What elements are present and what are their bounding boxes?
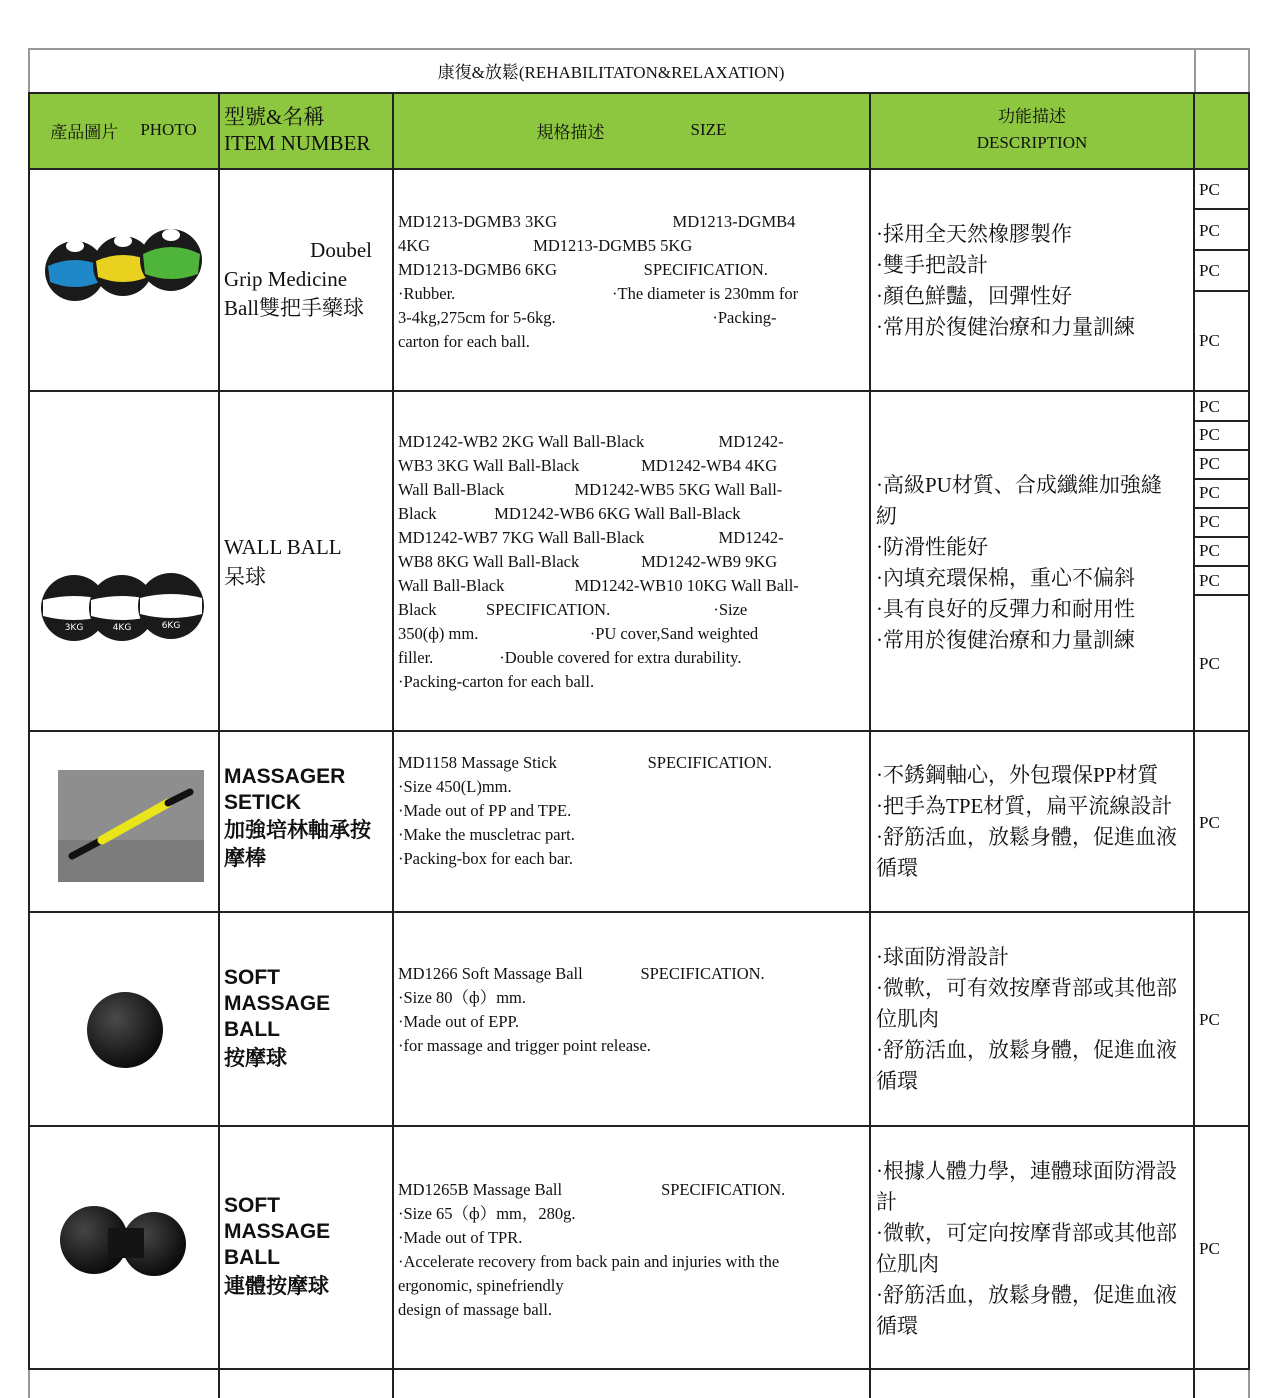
wall-ball-6kg-icon [138, 573, 204, 639]
header-item-en: ITEM NUMBER [224, 131, 371, 155]
caption-divider [1194, 48, 1196, 92]
soft-massage-ball-photo [84, 989, 166, 1071]
header-unit [1194, 92, 1250, 168]
unit-1d: PC [1199, 331, 1220, 350]
item-name-5: SOFT MASSAGE BALL 連體按摩球 [224, 1194, 331, 1298]
description-4: ·球面防滑設計 ·微軟，可有效按摩背部或其他部 位肌肉 ·舒筋活血，放鬆身體，促進血液 循環 [876, 945, 1177, 1093]
wall-ball-photo [38, 570, 208, 645]
unit-2b: PC [1199, 425, 1220, 444]
header-photo-en: PHOTO [140, 120, 197, 139]
description-3: ·不銹鋼軸心，外包環保PP材質 ·把手為TPE材質，扁平流線設計 ·舒筋活血，放鬆身體，促進血液 循環 [876, 763, 1177, 880]
header-photo [28, 92, 219, 168]
unit-1c: PC [1199, 261, 1220, 280]
header-desc-en: DESCRIPTION [976, 133, 1088, 152]
header-description [870, 92, 1194, 168]
unit-4: PC [1199, 1010, 1220, 1029]
unit-1b: PC [1199, 221, 1220, 240]
description-5: ·根據人體力學，連體球面防滑設 計 ·微軟，可定向按摩背部或其他部 位肌肉 ·舒筋活血，放鬆身體，促進血液 循環 [876, 1159, 1177, 1338]
header-photo-cn: 產品圖片 [50, 122, 119, 142]
product-table [28, 48, 1250, 1398]
header-item [219, 92, 393, 168]
spec-3: MD1158 Massage Stick SPECIFICATION. ·Size 450(L)mm. ·Made out of PP and TPE. ·Make the muscletrac part. ·Packing-box for each bar. [398, 753, 772, 868]
table-caption: 康復&放鬆(REHABILITATON&RELAXATION) [437, 62, 785, 82]
header-size-cn: 規格描述 [536, 122, 605, 142]
spec-2: MD1242-WB2 2KG Wall Ball-Black MD1242- WB3 3KG Wall Ball-Black MD1242-WB4 4KG Wall Ball-Black MD1242-WB5 5KG Wall Ball- Black MD1242-WB6 6KG Wall Ball-Black MD1242-WB7 7KG Wall Ball-Black MD1242- WB8 8KG Wall Ball-Black MD1242-WB9 9KG Wall Ball-Black MD1242-WB10 10KG Wall Ball- Black SPECIFICATION. ·Size 350(ф) mm. ·PU cover,Sand weighted filler. ·Double covered for extra durability. ·Packing-carton for each ball. [398, 432, 799, 691]
item-name-1: Doubel Grip Medicine Ball雙把手藥球 [224, 238, 372, 320]
unit-2g: PC [1199, 571, 1220, 590]
unit-2h: PC [1199, 654, 1220, 673]
peanut-massage-ball-photo [58, 1200, 188, 1282]
svg-text:6KG: 6KG [161, 621, 181, 631]
header-size-en: SIZE [690, 120, 727, 139]
description-2: ·高級PU材質、合成纖維加強縫 紉 ·防滑性能好 ·內填充環保棉，重心不偏斜 ·具有良好的反彈力和耐用性 ·常用於復健治療和力量訓練 [876, 473, 1162, 652]
description-1: ·採用全天然橡膠製作 ·雙手把設計 ·顏色鮮豔，回彈性好 ·常用於復健治療和力量訓練 [876, 222, 1135, 339]
spec-1: MD1213-DGMB3 3KG MD1213-DGMB4 4KG MD1213-DGMB5 5KG MD1213-DGMB6 6KG SPECIFICATION. ·Rubber. ·The diameter is 230mm for 3-4kg,275cm for 5-6kg. ·Packing- carton for each ball. [398, 212, 799, 351]
svg-text:3KG: 3KG [64, 623, 84, 633]
unit-2c: PC [1199, 454, 1220, 473]
header-size [393, 92, 870, 168]
svg-text:4KG: 4KG [112, 623, 132, 633]
unit-2f: PC [1199, 541, 1220, 560]
massage-stick-photo [58, 770, 204, 882]
unit-1a: PC [1199, 180, 1220, 199]
item-name-4: SOFT MASSAGE BALL 按摩球 [224, 966, 331, 1070]
spec-5: MD1265B Massage Ball SPECIFICATION. ·Size 65（ф）mm，280g. ·Made out of TPR. ·Accelerate recovery from back pain and injuries with the ergonomic, spinefriendly design of massage ball. [398, 1180, 786, 1319]
unit-5: PC [1199, 1239, 1220, 1258]
item-name-3: MASSAGER SETICK 加強培林軸承按 摩棒 [224, 765, 371, 870]
header-desc-cn: 功能描述 [998, 107, 1066, 126]
item-name-2: WALL BALL 呆球 [224, 535, 342, 589]
unit-2d: PC [1199, 483, 1220, 502]
unit-2e: PC [1199, 512, 1220, 531]
unit-2a: PC [1199, 397, 1220, 416]
unit-3: PC [1199, 813, 1220, 832]
spec-4: MD1266 Soft Massage Ball SPECIFICATION. ·Size 80（ф）mm. ·Made out of EPP. ·for massage and trigger point release. [398, 964, 765, 1055]
green-medicine-ball-icon [140, 229, 202, 291]
medicine-ball-photo [40, 226, 210, 306]
soft-massage-ball-icon [87, 992, 163, 1068]
peanut-massage-ball-icon [60, 1206, 186, 1276]
header-item-cn: 型號&名稱 [224, 105, 325, 129]
